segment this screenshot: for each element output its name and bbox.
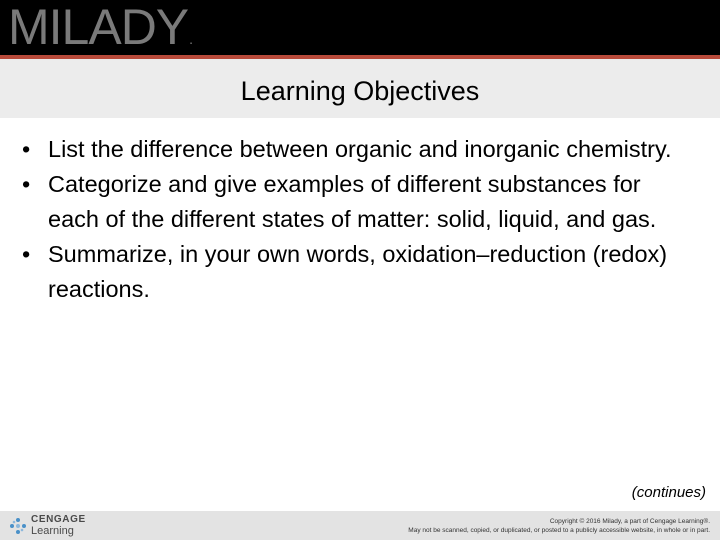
copyright-notice (408, 517, 710, 535)
logo-mark: . (189, 31, 193, 47)
copyright-line: Copyright © 2016 Milady, a part of Cengage Learning®. (549, 518, 710, 525)
learning-brand-text: Learning (31, 525, 74, 537)
list-item (22, 237, 692, 307)
header-band (0, 0, 720, 55)
objective-text: Categorize and give examples of different substances for each of the different states of matter: solid, liquid, and gas. (48, 171, 657, 232)
cengage-brand-text: CENGAGE (31, 514, 86, 525)
objective-text: List the difference between organic and inorganic chemistry. (48, 136, 672, 162)
objectives-list (22, 132, 692, 307)
list-item (22, 167, 692, 237)
continues-label: (continues) (631, 484, 706, 501)
bullet-icon: • (22, 241, 31, 267)
list-item (22, 132, 692, 167)
cengage-logo-icon (9, 517, 27, 535)
slide-title: Learning Objectives (240, 76, 480, 106)
objective-text: Summarize, in your own words, oxidation–reduction (redox) reactions. (48, 241, 668, 302)
bullet-icon: • (22, 136, 31, 162)
bullet-icon: • (22, 171, 31, 197)
logo-text: MILADY (8, 0, 189, 55)
copyright-line: May not be scanned, copied, or duplicated, or posted to a publicly accessible website, in whole or in part. (408, 527, 710, 534)
